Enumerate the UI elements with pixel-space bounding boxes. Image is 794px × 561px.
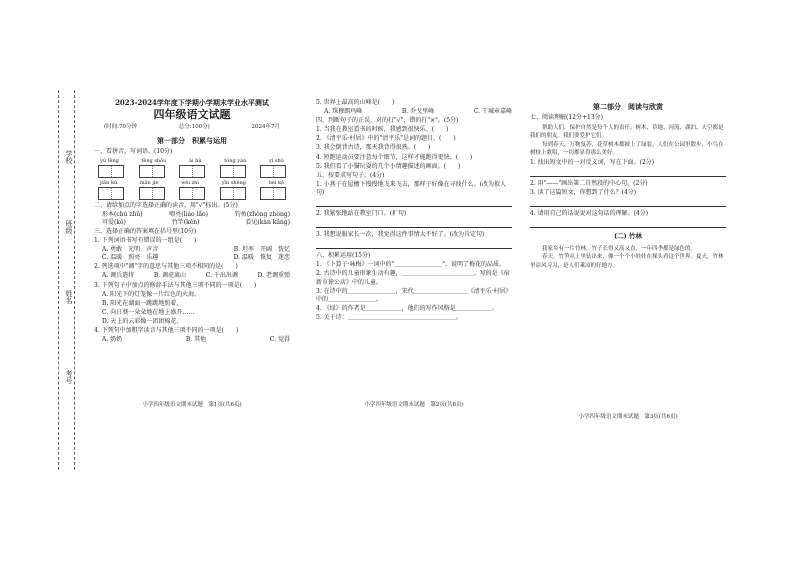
question-item: 2. 用"——"画出第二自然段的中心句。(2分) [530,179,648,187]
pinyin: jiān kǔ [100,179,118,186]
choice-option[interactable]: B. 其他 [185,336,207,344]
question-item: 2. 古诗中的儿童形象生动有趣，＿＿＿＿＿＿＿＿＿＿＿＿。写的是《宿新市徐公店》中的儿童。 [316,270,510,286]
choice-option[interactable]: A. 奶奶 [102,336,123,344]
question-item: 1. 《卜算子·咏梅》一词中的"＿＿＿＿＿＿＿＿"，说明了梅花的品质。 [316,261,506,269]
question-item: 4. 《绿》的作者是＿＿＿＿＿＿，他们的写作风格是＿＿＿＿＿＿。 [316,304,498,312]
tianzige-row [94,165,290,178]
pinyin: yǐn shēng [221,179,247,186]
choice-option[interactable]: D. 老调重弹 [257,272,290,280]
choice-row [316,108,512,116]
question-item: 3. 读了这篇短文，你想到了什么？(4分) [530,188,637,196]
question-item: 2. 我紧张地站在教室门口。(扩句) [316,210,407,218]
choice-item[interactable]: 嘹亮(liáo lǎo) [169,210,209,218]
binding-dashed-line [58,90,59,470]
answer-line[interactable] [530,200,726,207]
page-1-column [94,98,290,344]
binding-label: 考号 [65,370,73,384]
part-heading: 第二部分 阅读与欣赏 [593,102,663,111]
writing-box[interactable] [260,187,286,200]
pinyin-row [94,158,290,165]
choice-item[interactable]: 钓鱼(zhǒng zhòng) [234,210,290,218]
choice-option[interactable]: C. 觉得 [269,336,290,344]
choice-option[interactable]: C. 干城章嘉峰 [473,108,512,116]
answer-line[interactable] [316,242,512,249]
exam-time: (时间:70分钟 [104,124,137,131]
exam-header: 2023-2024学年度下学期小学期末学业水平测试 [115,98,269,107]
pinyin: fēng shōu [141,158,167,165]
question-item: 4. 请用自己的话说说对这句话的理解。(4分) [530,209,649,217]
judge-item: 1. 当我在教室看书的时候，我感到很快乐。( ) [316,126,449,134]
question-heading: 五、按要求写句子。(4分) [316,171,385,179]
choice-row [94,254,290,262]
choice-row [94,211,290,219]
reading-paragraph: 我家乡有一片竹林，竹子长得又高又直，一年四季都是绿色的。 [542,245,697,252]
choice-option[interactable]: A. 珠穆朗玛峰 [324,108,363,116]
choice-item[interactable]: 可爱(kě) [102,218,126,226]
binding-label: 学校 [65,150,73,164]
pinyin: tóng yán [224,158,247,165]
choice-option[interactable]: A. 阳光下的灯笼像一片红色的火海。 [102,290,201,298]
exam-date: 2024年7月 [251,124,280,131]
pinyin: mǎn jiè [139,179,159,186]
choice-row [94,336,290,344]
question-item: 4. 下列句中加粗字读音与其他三项不同的一项是( ) [94,327,239,335]
judge-item: 4. 短跑运动员要注意每个细节，这样才能跑得更快。( ) [316,153,473,161]
question-heading: 四、判断句子的正误，对的打"√"，错的打"×"。(5分) [316,117,459,125]
pinyin: bèi kě [268,179,284,186]
answer-line[interactable] [530,170,726,177]
writing-box[interactable] [220,165,246,178]
page-footer: 小学四年级语文期末试题 第3页(共6页) [578,414,678,420]
tianzige-row [94,187,290,200]
question-heading: 六、积累运用(15分) [316,252,371,260]
answer-line[interactable] [316,200,512,207]
question-item: 3. 我想说服家长一次，我觉得这件事情太不好了。(改为肯定句) [316,231,485,239]
binding-label: 姓名 [65,290,73,304]
pinyin: wèi zhì [181,179,199,186]
question-item: 1. 找出短文中的一对反义词，写在下面。(2分) [530,158,655,166]
question-heading: 七、阅读理解(12分+13分) [530,114,603,122]
writing-box[interactable] [179,187,205,200]
choice-option[interactable]: B. 坦率 开阔 恍忆 [233,246,290,254]
choice-item[interactable]: 形本(chú zhū) [102,210,143,218]
choice-option[interactable]: B. 调虎离山 [153,272,187,280]
choice-item[interactable]: 看见(kàn kǎng) [245,218,290,226]
writing-box[interactable] [179,165,205,178]
pinyin: ài hù [189,158,202,165]
page-2-column [316,98,512,323]
judge-item: 2. 《清平乐·村居》中的"清平乐"是词的题目。( ) [316,135,456,143]
choice-item[interactable]: 竹竿(kēn) [171,218,200,226]
binding-label: 班级 [65,220,73,234]
choice-option[interactable]: C. 千出出调 [205,272,238,280]
choice-option[interactable]: A. 勇敢 光明 声音 [102,246,159,254]
question-item: 3. 下列句子中加点的修辞手法与其他三项不同的一项是( ) [94,281,257,289]
reading-paragraph: 帮助人们，保护自然是每个人的责任。树木、草地、河流、湖泊、天空都是我们的朋友。我们要爱护它们。 [530,124,724,140]
page-footer: 小学四年级语文期末试题 第1页(共6页) [142,402,242,408]
question-item: 1. 小燕子在屋檐下慢慢地飞来飞去，那样子好像在寻找什么。(改为拟人句) [316,180,506,196]
reading-paragraph: 每到春天，万物复苏，花草树木都披上了绿装。人们在公园里散步，小鸟在树枝上歌唱，一切都显得那么美好。 [530,141,724,157]
writing-box[interactable] [220,187,246,200]
part-heading: 第一部分 积累与运用 [157,135,227,145]
writing-box[interactable] [98,187,124,200]
question-item: 5. 关于诗：＿＿＿＿＿＿＿＿＿＿＿＿＿＿＿＿＿＿。 [316,313,462,321]
judge-item: 5. 我们看了小猫玩耍的几个小情趣描述的画面。( ) [316,162,461,170]
question-item: 3. 在诗中的＿＿＿＿＿＿＿＿，宋代＿＿＿＿＿＿＿＿＿《清平乐·村居》中的＿＿＿＿＿＿＿＿。 [316,287,512,303]
question-item: 2. 列选项中"调"字的意思与其他三项不相同的是( ) [94,263,238,271]
pinyin: yì shù [268,158,284,165]
choice-option[interactable]: D. 温暖 恢复 迷恋 [233,254,290,262]
exam-title: 四年级语文试题 [153,108,231,122]
binding-strip [0,90,88,490]
writing-box[interactable] [98,165,124,178]
pinyin: yú fēng [100,158,119,165]
choice-option[interactable]: D. 天上的云彩像一团团棉花。 [102,317,183,325]
choice-option[interactable]: C. 温暖 照亮 乐趣 [102,254,159,262]
choice-option[interactable]: B. 阳光在湖面一跳跳地照着， [102,299,183,307]
page-3-column [530,98,726,270]
page-footer: 小学四年级语文期末试题 第2页(共6页) [364,402,464,408]
choice-option[interactable]: A. 调兵遣将 [102,272,135,280]
judge-item: 3. 我会倒背古诗，那天我背得很熟。( ) [316,144,431,152]
choice-row [94,272,290,280]
writing-box[interactable] [260,165,286,178]
question-item: 5. 世界上最高的山峰是( ) [316,99,395,106]
writing-box[interactable] [139,165,165,178]
answer-line[interactable] [530,221,726,228]
question-heading: 三、选择正确的答案填在括号里(10分) [94,228,197,236]
choice-option[interactable]: C. 向日葵一朵朵地在地上盛开…… [102,308,195,316]
answer-line[interactable] [316,221,512,228]
choice-option[interactable]: B. 乔戈里峰 [401,108,435,116]
pinyin-row [94,180,290,187]
question-heading: 一、看拼音，写词语。(10分) [94,148,173,156]
reading-paragraph: 春天，竹笋从土里钻出来，像一个个小娃娃在探头看这个世界。夏天，竹林里凉风习习，是人们乘凉的好地方。 [530,254,724,269]
binding-dashed-line [74,90,75,470]
exam-score: 总分:100分) [178,124,210,131]
question-heading: 二、请给加点的字选择正确的读音，用"√"标出。(5分) [94,201,238,209]
choice-row [94,219,290,227]
writing-box[interactable] [139,187,165,200]
exam-meta [94,124,290,131]
question-item: 1. 下列词语书写有错误的一组是( ) [94,237,197,245]
section-heading: (二) 竹林 [614,231,642,240]
